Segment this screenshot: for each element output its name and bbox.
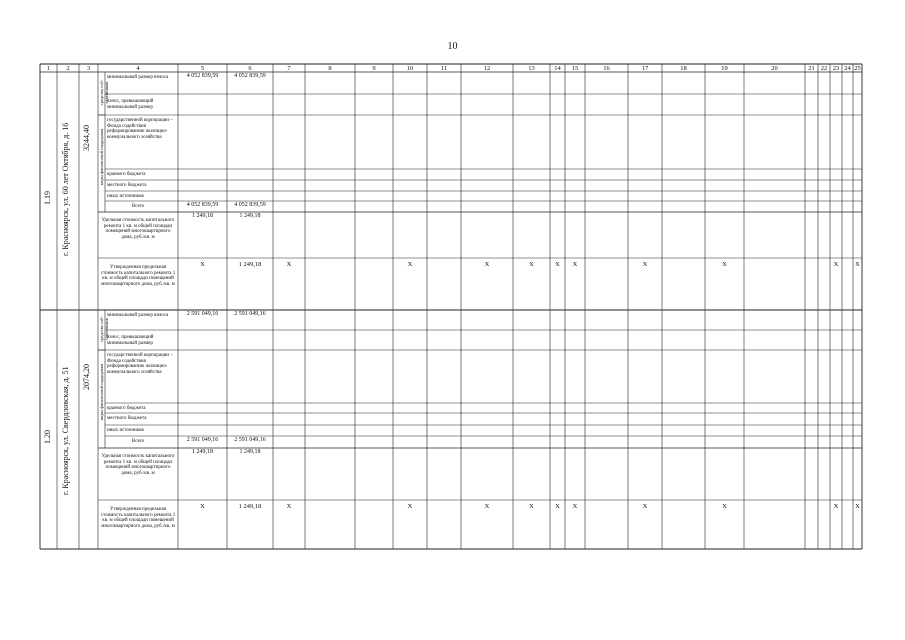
label-state-corporation-fund: государственной корпорации – Фонда содействия реформированию жилищно-коммунального хозяйства — [107, 353, 173, 375]
approved-limit-c5: X — [200, 503, 205, 510]
value-unit-cost-col5: 1 249,18 — [192, 449, 213, 455]
label-unit-cost: Удельная стоимость капитального ремонта 1 кв. м общей площади помещений многоквартирного дома, руб./кв. м — [101, 454, 175, 476]
group-label-support-measures: меры финансовой поддержки — [99, 128, 104, 186]
label-local-budget: местного бюджета — [107, 416, 147, 421]
approved-limit-c13: X — [529, 503, 534, 510]
approved-limit-c19: X — [722, 503, 727, 510]
column-number-22: 22 — [820, 64, 828, 72]
label-min-contribution: минимальный размер взноса — [107, 75, 169, 80]
column-number-25: 25 — [854, 64, 861, 72]
label-excess-contribution: взнос, превышающий минимальный размер — [107, 335, 154, 346]
approved-limit-c14: X — [555, 503, 560, 510]
label-other-sources: иных источников — [107, 428, 144, 433]
row-number: 1.20 — [43, 429, 52, 444]
value-min-contribution-col5: 2 591 049,16 — [186, 311, 219, 317]
approved-limit-c6: 1 249,18 — [238, 503, 262, 510]
column-number-7: 7 — [287, 64, 291, 72]
column-number-1: 1 — [46, 64, 51, 72]
approved-limit-c12: X — [484, 503, 490, 510]
row-area: 3244,40 — [82, 125, 91, 151]
column-number-18: 18 — [680, 64, 687, 72]
column-number-8: 8 — [328, 64, 332, 72]
label-other-sources: иных источников — [107, 194, 144, 199]
label-local-budget: местного бюджета — [107, 183, 147, 188]
value-unit-cost-col5: 1 249,18 — [192, 213, 213, 219]
approved-limit-c7: X — [286, 503, 292, 510]
approved-limit-c14: X — [555, 261, 560, 268]
column-number-2: 2 — [66, 64, 70, 72]
group-label-own-funds: средства соб-ственников — [99, 79, 109, 106]
approved-limit-c17: X — [642, 261, 648, 268]
column-number-14: 14 — [554, 64, 561, 72]
value-unit-cost-col6: 1 249,18 — [239, 213, 261, 219]
value-unit-cost-col6: 1 249,18 — [239, 449, 261, 455]
column-number-12: 12 — [483, 64, 491, 72]
column-number-23: 23 — [832, 64, 840, 72]
column-number-19: 19 — [721, 64, 728, 72]
value-total-col5: 2 591 049,16 — [186, 437, 219, 443]
value-total-col6: 4 052 839,59 — [234, 202, 266, 208]
approved-limit-c15: X — [572, 503, 578, 510]
column-number-4: 4 — [136, 64, 140, 72]
column-number-15: 15 — [571, 64, 579, 72]
value-min-contribution-col6: 4 052 839,59 — [234, 73, 266, 79]
column-number-6: 6 — [248, 64, 252, 72]
column-number-10: 10 — [406, 64, 414, 72]
approved-limit-c10: X — [407, 503, 413, 510]
approved-limit-c17: X — [642, 503, 648, 510]
approved-limit-c12: X — [484, 261, 490, 268]
approved-limit-c7: X — [286, 261, 292, 268]
column-number-21: 21 — [808, 64, 815, 72]
label-excess-contribution: взнос, превышающий минимальный размер — [107, 99, 154, 110]
label-approved-limit: Утвержденная предельная стоимость капитального ремонта 1 кв. м общей площади помещений многоквартирного дома, руб./кв. м — [100, 507, 176, 529]
label-state-corporation-fund: государственной корпорации – Фонда содействия реформированию жилищно-коммунального хозяйства — [107, 118, 173, 140]
approved-limit-c23: X — [833, 261, 839, 268]
label-total: Всего — [131, 204, 145, 209]
group-label-support-measures: меры финансовой поддержки — [99, 363, 104, 421]
group-label-own-funds: средства соб-ственников — [99, 316, 109, 342]
label-regional-budget: краевого бюджета — [107, 406, 146, 411]
page-number: 10 — [447, 41, 458, 52]
column-number-20: 20 — [771, 64, 778, 72]
approved-limit-c13: X — [529, 261, 534, 268]
value-total-col6: 2 591 049,16 — [234, 437, 266, 443]
approved-limit-c19: X — [722, 261, 727, 268]
approved-limit-c10: X — [407, 261, 413, 268]
approved-limit-c6: 1 249,18 — [238, 261, 262, 268]
approved-limit-c5: X — [200, 261, 205, 268]
row-number: 1.19 — [43, 191, 52, 205]
label-regional-budget: краевого бюджета — [107, 172, 146, 177]
label-unit-cost: Удельная стоимость капитального ремонта 1 кв. м общей площади помещений многоквартирного дома, руб./кв. м — [101, 218, 175, 240]
label-approved-limit: Утвержденная предельная стоимость капитального ремонта 1 кв. м общей площади помещений многоквартирного дома, руб./кв. м — [100, 265, 176, 287]
row-address: г. Красноярск, ул. Свердловская, д. 51 — [61, 365, 70, 495]
approved-limit-c23: X — [833, 503, 839, 510]
value-min-contribution-col5: 4 052 839,59 — [186, 73, 219, 79]
column-number-17: 17 — [641, 64, 649, 72]
column-number-11: 11 — [440, 64, 448, 72]
column-number-5: 5 — [200, 64, 205, 72]
column-number-9: 9 — [372, 64, 376, 72]
column-number-16: 16 — [603, 64, 610, 72]
row-address: г. Красноярск, ул. 60 лет Октября, д. 16 — [61, 122, 70, 256]
value-min-contribution-col6: 2 591 049,16 — [234, 311, 266, 317]
row-area: 2074,20 — [82, 363, 91, 390]
label-min-contribution: минимальный размер взноса — [107, 313, 169, 318]
value-total-col5: 4 052 839,59 — [186, 202, 219, 208]
column-number-24: 24 — [844, 64, 851, 72]
approved-limit-c15: X — [572, 261, 578, 268]
approved-limit-c25: X — [855, 503, 860, 510]
column-number-13: 13 — [528, 64, 535, 72]
approved-limit-c25: X — [855, 261, 860, 268]
column-number-3: 3 — [86, 64, 91, 72]
label-total: Всего — [131, 439, 145, 444]
